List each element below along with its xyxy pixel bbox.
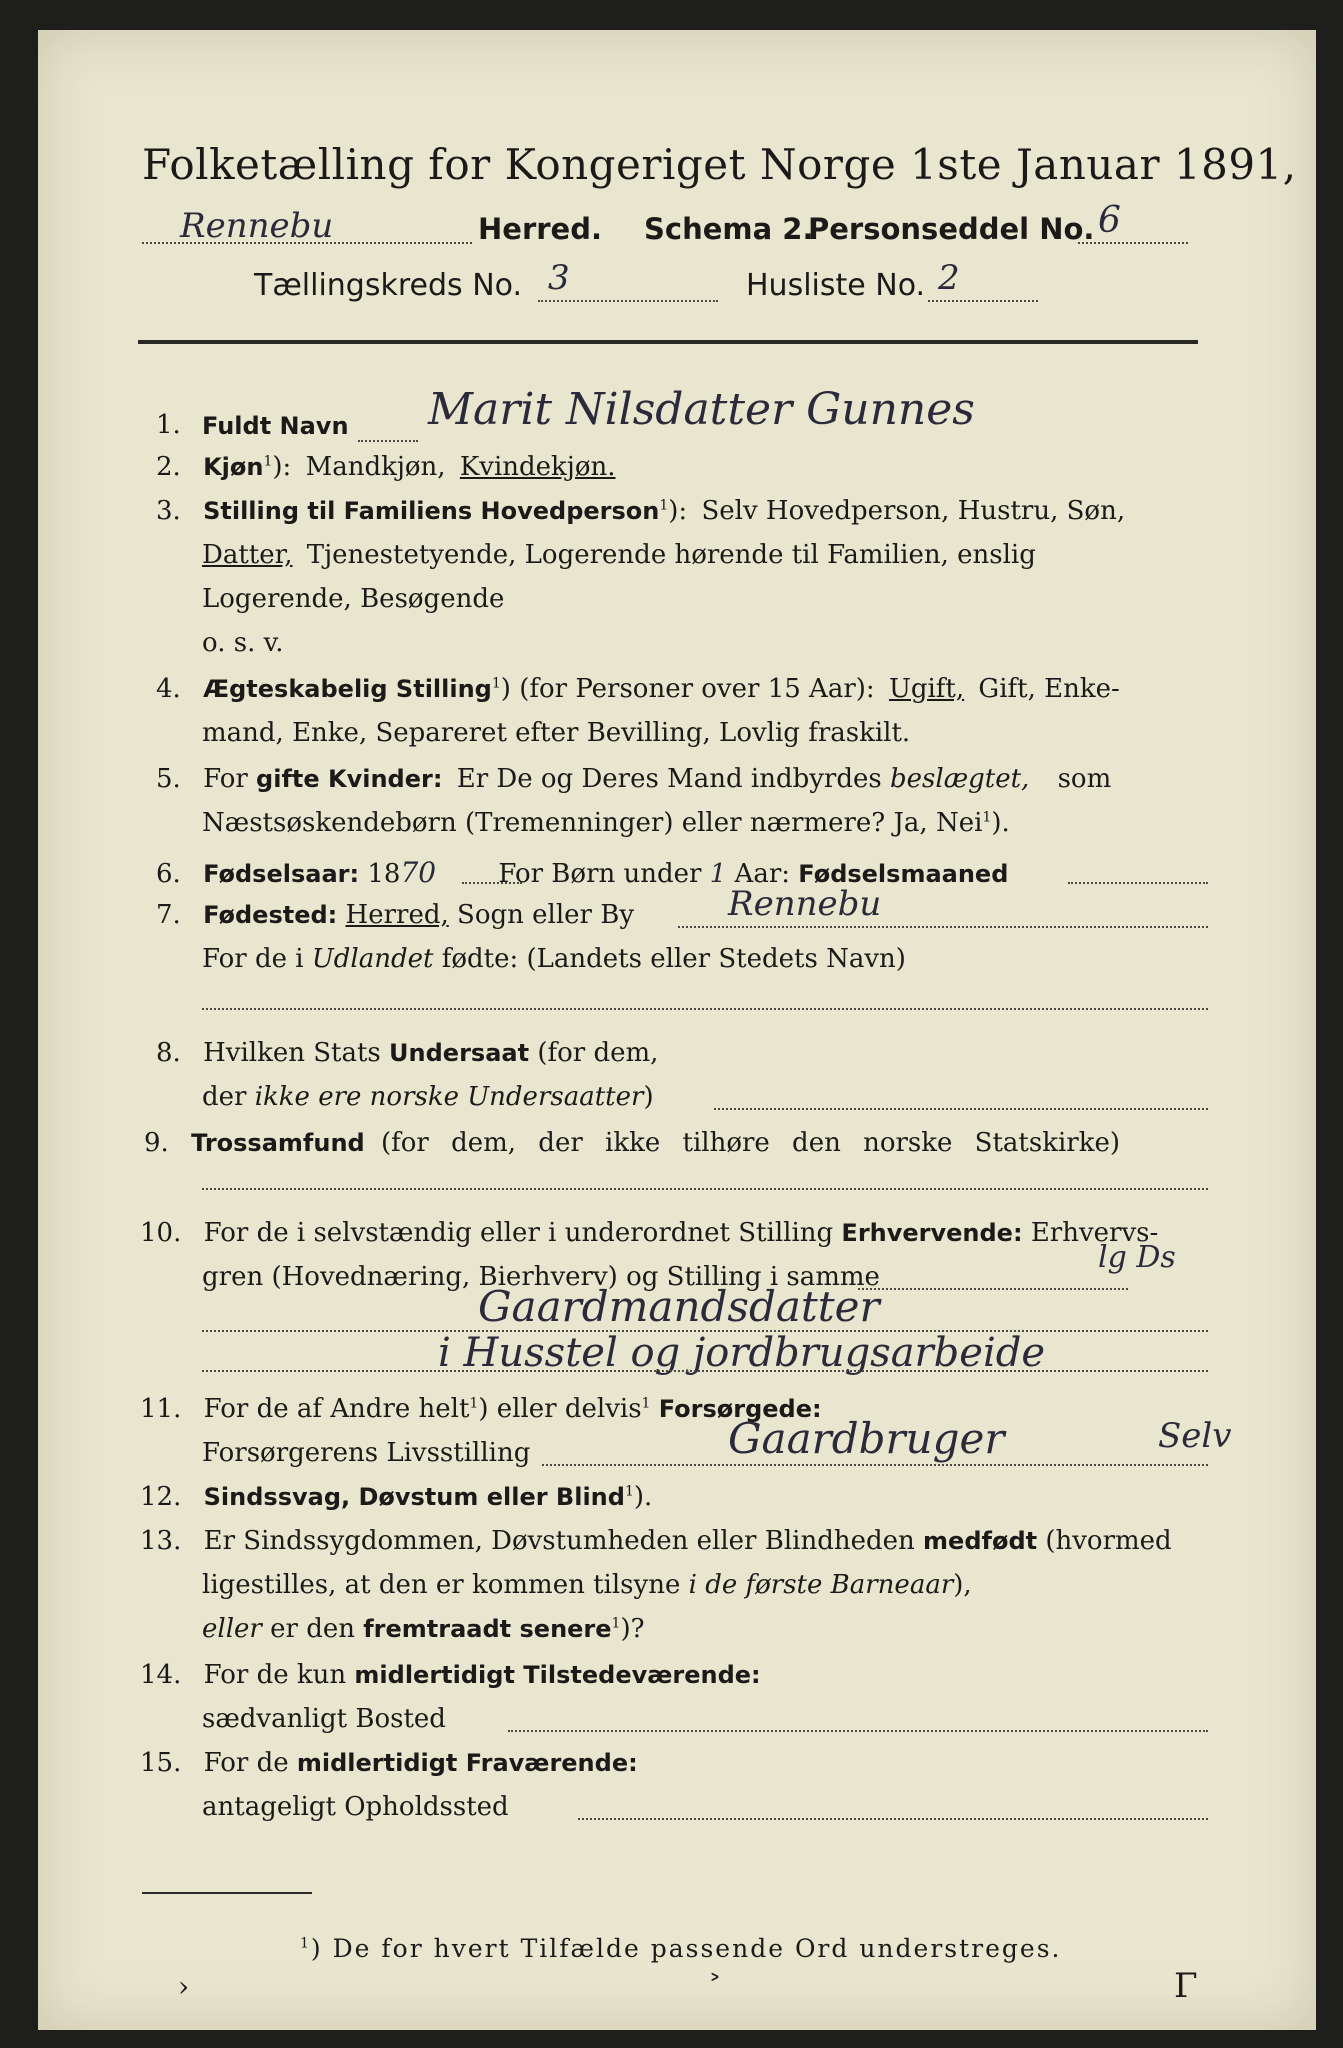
- husliste-label: Husliste No.: [746, 268, 926, 303]
- q10-line1-end: Erhvervs-: [1030, 1218, 1159, 1248]
- corner-mark-center: ˃: [708, 1970, 722, 2003]
- q13-number: 13.: [140, 1526, 182, 1556]
- q5-line2-text: Næstsøskendebørn (Tremenninger) eller nærmere? Ja, Nei: [202, 808, 983, 838]
- q2-tail: ):: [272, 452, 292, 482]
- husliste-dotted-line: [928, 300, 1038, 302]
- q5-line2: [202, 808, 1010, 838]
- q6-label: Fødselsaar:: [203, 860, 360, 888]
- q10-line2: gren (Hovednæring, Bierhverv) og Stilling i samme: [202, 1262, 880, 1292]
- footnote-sup: 1: [300, 1935, 311, 1952]
- q11-mid: ) eller delvis: [478, 1394, 642, 1424]
- q5-pre: For: [203, 764, 248, 794]
- q6-year-prefix: 18: [367, 859, 401, 889]
- herred-value: Rennebu: [180, 206, 334, 246]
- q13-line2: [202, 1570, 972, 1600]
- q9-label: Trossamfund: [191, 1129, 365, 1157]
- personseddel-dotted-line: [1078, 242, 1188, 244]
- q3-options-line1: Selv Hovedperson, Hustru, Søn,: [701, 496, 1126, 526]
- q7-line2: [202, 944, 906, 974]
- q15-dotted-line: [578, 1818, 1208, 1820]
- q4-mid: ) (for Personer over 15 Aar):: [500, 674, 875, 704]
- q14-line2: sædvanligt Bosted: [202, 1704, 446, 1734]
- q8-line2-pre: der: [202, 1082, 247, 1112]
- q5-line2-end: ).: [991, 808, 1010, 838]
- q7-label: Fødested:: [203, 901, 338, 929]
- q8-line2-end: ): [643, 1082, 654, 1112]
- q9-rest: (for dem, der ikke tilhøre den norske Statskirke): [380, 1128, 1121, 1158]
- q8-number: 8.: [156, 1038, 181, 1068]
- q14-dotted-line: [508, 1730, 1208, 1732]
- q8-line1: [156, 1038, 658, 1068]
- q10-margin-note: lg Ds: [1098, 1240, 1176, 1275]
- q13-line3-mid: er den: [270, 1614, 355, 1644]
- q12-number: 12.: [140, 1482, 182, 1512]
- q15-line2: antageligt Opholdssted: [202, 1792, 509, 1822]
- q11-sup2: 1: [641, 1395, 651, 1412]
- q7-row: [156, 900, 634, 930]
- q13-line3-bold: fremtraadt senere: [363, 1615, 612, 1643]
- q5-number: 5.: [156, 764, 181, 794]
- q13-line1: [140, 1526, 1172, 1556]
- q10-value-1: Gaardmandsdatter: [478, 1282, 880, 1331]
- q6-mid: For Børn under: [498, 859, 702, 889]
- q10-label: Erhvervende:: [841, 1219, 1023, 1247]
- kreds-label: Tællingskreds No.: [254, 268, 522, 303]
- q13-line1-bold: medfødt: [923, 1527, 1038, 1555]
- q3-line1: [156, 496, 1125, 526]
- q2-option-kvindekjon-selected: Kvindekjøn.: [459, 452, 616, 482]
- q3-line3: Logerende, Besøgende: [202, 584, 505, 614]
- form-title: Folketælling for Kongeriget Norge 1ste Januar 1891,: [142, 140, 1297, 189]
- q7-option-herred-selected: Herred,: [345, 900, 449, 930]
- q11-value: Gaardbruger: [728, 1414, 1005, 1463]
- q13-line3-end: )?: [620, 1614, 645, 1644]
- q11-dotted-line: [542, 1464, 1208, 1466]
- kreds-dotted-line: [538, 300, 718, 302]
- q4-line1: [156, 674, 1120, 704]
- q9-dotted-line: [202, 1188, 1208, 1190]
- q3-options-line2: Tjenestetyende, Logerende hørende til Familien, enslig: [306, 540, 1036, 570]
- schema-label: Schema 2.: [644, 212, 814, 246]
- q2-sup: 1: [263, 453, 273, 470]
- q15-number: 15.: [140, 1748, 182, 1778]
- q6-number: 6.: [156, 859, 181, 889]
- herred-label: Herred.: [478, 212, 602, 246]
- q3-sup: 1: [659, 497, 669, 514]
- q4-options-line1: Gift, Enke-: [978, 674, 1120, 704]
- q4-option-ugift-selected: Ugift,: [888, 674, 965, 704]
- q5-line1: [156, 764, 1111, 794]
- corner-mark-right: Γ: [1174, 1966, 1198, 2006]
- q5-line1-italic: beslægtet,: [890, 764, 1030, 794]
- q6-mid2: Aar:: [734, 859, 791, 889]
- q3-number: 3.: [156, 496, 181, 526]
- q12-row: [140, 1482, 652, 1512]
- q7-line2-italic: Udlandet: [311, 944, 434, 974]
- q11-margin-note: Selv: [1158, 1416, 1232, 1456]
- q10-number: 10.: [140, 1218, 182, 1248]
- q13-line2-italic: i de første Barneaar: [688, 1570, 954, 1600]
- q5-label: gifte Kvinder:: [256, 765, 443, 793]
- q14-number: 14.: [140, 1660, 182, 1690]
- q5-line1-mid: Er De og Deres Mand indbyrdes: [456, 764, 882, 794]
- q3-option-datter-selected: Datter,: [202, 540, 293, 570]
- q5-line1-end: som: [1057, 764, 1112, 794]
- q7-foreign-dotted-line: [202, 1008, 1208, 1010]
- q12-sup: 1: [624, 1483, 634, 1500]
- q1-dotted-line: [358, 440, 418, 442]
- husliste-value: 2: [938, 258, 960, 298]
- q6-label2: Fødselsmaaned: [798, 860, 1009, 888]
- q6-year-dotted-line: [462, 882, 522, 884]
- q8-rest: (for dem,: [537, 1038, 659, 1068]
- q5-sup: 1: [982, 809, 992, 826]
- q8-line2: [202, 1082, 654, 1112]
- q7-line2-pre: For de i: [202, 944, 304, 974]
- q9-number: 9.: [144, 1128, 169, 1158]
- q1-number: 1.: [156, 410, 181, 440]
- census-form-sheet: [38, 30, 1316, 2030]
- q13-line2-end: ),: [953, 1570, 972, 1600]
- q7-line2-rest: fødte: (Landets eller Stedets Navn): [441, 944, 906, 974]
- q8-dotted-line: [714, 1108, 1208, 1110]
- herred-dotted-line: [142, 242, 472, 244]
- q13-line3: [202, 1614, 645, 1644]
- q2-label: Kjøn: [203, 453, 264, 481]
- q4-sup: 1: [491, 675, 501, 692]
- q15-line1: [140, 1748, 638, 1778]
- q10-pre: For de i selvstændig eller i underordnet Stilling: [203, 1218, 834, 1248]
- q11-number: 11.: [140, 1394, 182, 1424]
- q11-line2: Forsørgerens Livsstilling: [202, 1438, 531, 1468]
- q7-dotted-line: [678, 926, 1208, 928]
- q9-row: [144, 1128, 1120, 1158]
- q3-tail: ):: [668, 496, 688, 526]
- q10-dotted-line-1: [858, 1288, 1128, 1290]
- q14-label: midlertidigt Tilstedeværende:: [354, 1661, 761, 1689]
- kreds-value: 3: [548, 258, 570, 298]
- q8-label: Undersaat: [389, 1039, 530, 1067]
- q10-value-2: i Husstel og jordbrugsarbeide: [438, 1330, 1046, 1376]
- q4-line2: mand, Enke, Separeret efter Bevilling, Lovlig fraskilt.: [202, 718, 911, 748]
- q4-label: Ægteskabelig Stilling: [203, 675, 492, 703]
- q11-line1: [140, 1394, 822, 1424]
- q13-line1-end: (hvormed: [1045, 1526, 1172, 1556]
- footnote-text: ) De for hvert Tilfælde passende Ord understreges.: [310, 1934, 1062, 1963]
- q2-option-mandkjon: Mandkjøn,: [305, 452, 446, 482]
- q7-number: 7.: [156, 900, 181, 930]
- q10-dotted-line-3: [202, 1370, 1208, 1372]
- personseddel-value: 6: [1098, 200, 1121, 241]
- personseddel-label: Personseddel No.: [808, 212, 1095, 246]
- q7-rest: Sogn eller By: [457, 900, 635, 930]
- q6-month-dotted-line: [1068, 882, 1208, 884]
- q3-label: Stilling til Familiens Hovedperson: [203, 497, 660, 525]
- q12-label: Sindssvag, Døvstum eller Blind: [203, 1483, 625, 1511]
- footnote: [300, 1934, 1061, 1963]
- q1-label: Fuldt Navn: [202, 412, 349, 440]
- q8-pre: Hvilken Stats: [203, 1038, 381, 1068]
- q13-sup: 1: [611, 1615, 621, 1632]
- q7-value: Rennebu: [728, 884, 882, 924]
- q14-line1: [140, 1660, 761, 1690]
- q11-label: Forsørgede:: [658, 1395, 822, 1423]
- q2-number: 2.: [156, 452, 181, 482]
- q15-pre: For de: [203, 1748, 289, 1778]
- q15-label: midlertidigt Fraværende:: [296, 1749, 638, 1777]
- q13-line1-text: Er Sindssygdommen, Døvstumheden eller Blindheden: [203, 1526, 915, 1556]
- q11-pre: For de af Andre helt: [203, 1394, 470, 1424]
- q11-sup: 1: [469, 1395, 479, 1412]
- q12-tail: ).: [633, 1482, 653, 1512]
- q6-under-value: 1: [709, 859, 727, 889]
- corner-mark-left: ›: [178, 1970, 190, 2003]
- footnote-rule: [142, 1892, 312, 1894]
- q3-line2: [202, 540, 1036, 570]
- q8-line2-italic: ikke ere norske Undersaatter: [254, 1082, 644, 1112]
- q1-value: Marit Nilsdatter Gunnes: [428, 384, 975, 435]
- q3-line4: o. s. v.: [202, 628, 284, 658]
- q14-pre: For de kun: [203, 1660, 347, 1690]
- q6-year-value: 70: [400, 856, 437, 889]
- q4-number: 4.: [156, 674, 181, 704]
- q13-line2-pre: ligestilles, at den er kommen tilsyne: [202, 1570, 681, 1600]
- q2-row: [156, 452, 616, 482]
- q13-line3-italic: eller: [202, 1614, 262, 1644]
- header-rule: [138, 340, 1198, 344]
- q10-line1: [140, 1218, 1158, 1248]
